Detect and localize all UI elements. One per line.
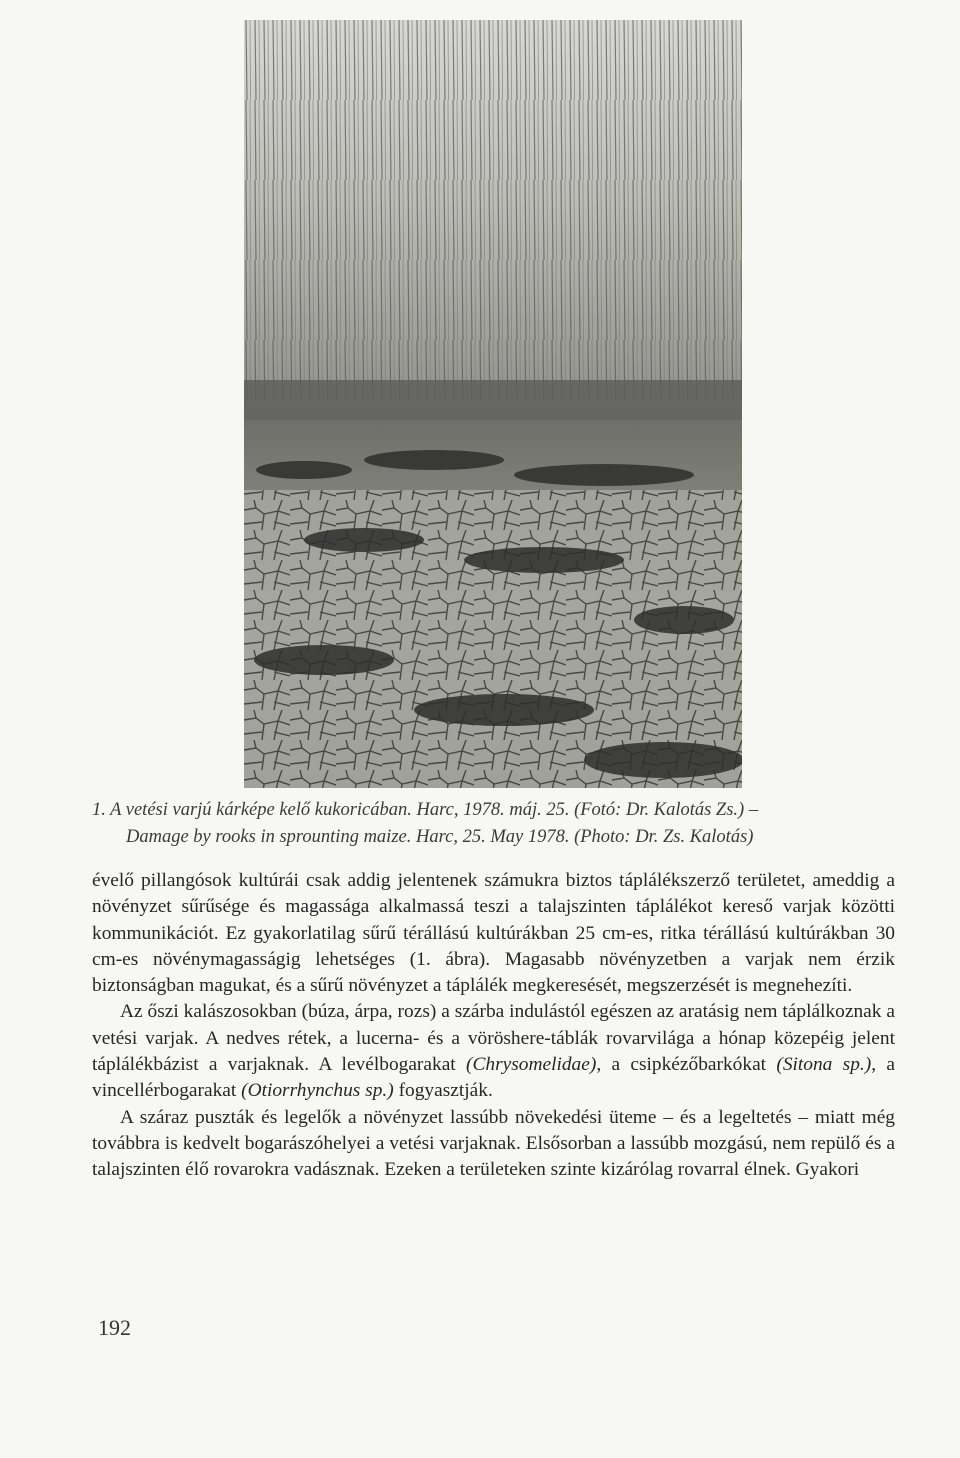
paragraph-3-text: A száraz puszták és legelők a növényzet lassúbb növekedési üteme – és a legeltetés – miatt még továbbra is kedvelt bogarászóhelyei a vetési varjaknak. Elsősorban a lassúbb mozgású, nem repülő és a talajszinten élő rovarokra vadásznak. Ezeken a területeken szinte kizárólag rovarral élnek. Gyakori [92, 1106, 895, 1181]
paragraph-1 [92, 868, 895, 999]
paragraph-2-text: fogyasztják. [393, 1080, 493, 1102]
figure-photo [244, 20, 742, 788]
paragraph-2-text: Az őszi kalászosokban (búza, árpa, rozs) a szárba indulástól egészen az aratásig nem táplálkoznak a vetési varjak. A nedves rétek, a lucerna- és a vöröshere-táblák rovarvilága a hónap közepéig jelent táplálékbázist a varjaknak. A levélbogarakat [92, 1001, 895, 1076]
paragraph-2 [92, 999, 895, 1104]
paragraph-2-text: , a csipkézőbarkókat [596, 1054, 777, 1076]
paragraph-2-text: , a vincellérbogarakat [92, 1054, 895, 1102]
caption-line-hungarian: 1. A vetési varjú kárképe kelő kukoricában. Harc, 1978. máj. 25. (Fotó: Dr. Kalotás Zs.) – [92, 800, 759, 820]
taxon-chrysomelidae: (Chrysomelidae) [466, 1054, 597, 1076]
taxon-sitona: (Sitona sp.) [776, 1054, 872, 1076]
page-number: 192 [98, 1315, 131, 1340]
body-text [92, 868, 895, 1184]
taxon-otiorrhynchus: (Otiorrhynchus sp.) [241, 1080, 394, 1102]
paragraph-1-text: évelő pillangósok kultúrái csak addig jelentenek számukra biztos táplálékszerző területet, ameddig a növényzet sűrűsége és magassága alkalmassá teszi a talajszinten táplálékot kereső varjak közötti kommunikációt. Ez gyakorlatilag sűrű térállású kultúrákban 25 cm-es, ritka térállású kultúrákban 30 cm-es növénymagasságig lehetséges (1. ábra). Magasabb növényzetben a varjak nem érzik biztonságban magukat, és a sűrű növényzet a táplálék megkeresését, megszerzését is megnehezíti. [92, 870, 895, 997]
figure-caption [92, 797, 892, 851]
caption-line-english: Damage by rooks in sprounting maize. Harc, 25. May 1978. (Photo: Dr. Zs. Kalotás) [126, 827, 754, 847]
field-photo-illustration [244, 20, 742, 788]
paragraph-3 [92, 1105, 895, 1184]
